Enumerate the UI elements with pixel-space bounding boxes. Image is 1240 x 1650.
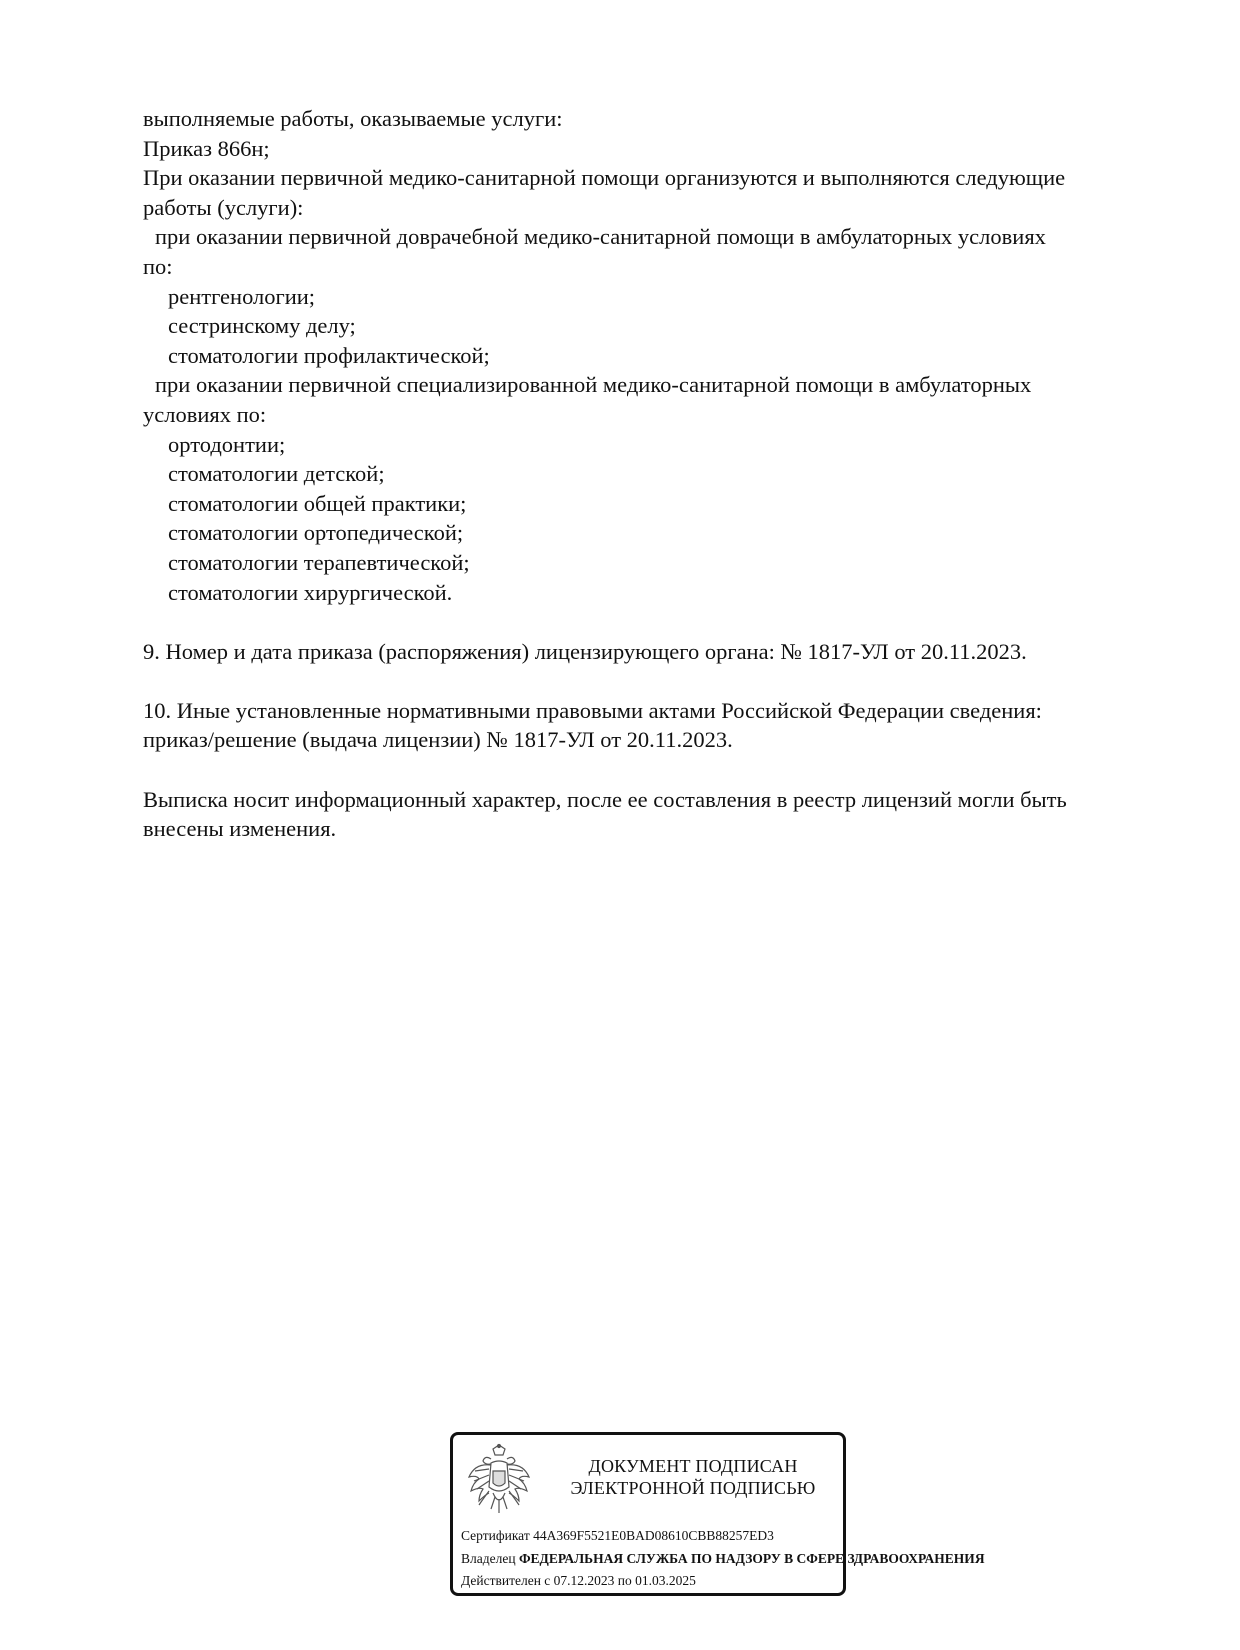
stamp-details [461,1525,1061,1593]
item-10-line-1: 10. Иные установленные нормативными правовыми актами Российской Федерации сведения: [143,697,1042,723]
item-10-line-2: приказ/решение (выдача лицензии) № 1817-УЛ от 20.11.2023. [143,727,733,753]
list-item: ортодонтии; [168,431,286,457]
certificate-value: 44A369F5521E0BAD08610CBB88257ED3 [533,1528,774,1543]
text-line: работы (услуги): [143,194,304,220]
electronic-signature-stamp [450,1432,985,1596]
spacer [143,755,1143,785]
list-item: стоматологии профилактической; [168,342,490,368]
list-item: стоматологии общей практики; [168,490,467,516]
coat-of-arms-icon [465,1443,533,1523]
stamp-title-line-1: ДОКУМЕНТ ПОДПИСАН [588,1456,798,1476]
text-line: выполняемые работы, оказываемые услуги: [143,106,563,131]
certificate-label: Сертификат [461,1528,530,1543]
list-item: стоматологии хирургической. [168,579,453,605]
text-line: при оказании первичной доврачебной медико-санитарной помощи в амбулаторных условиях [155,224,1046,250]
text-line: условиях по: [143,401,267,427]
text-line: по: [143,253,173,279]
text-line: Приказ 866н; [143,135,270,161]
spacer [143,666,1143,696]
owner-label: Владелец [461,1550,516,1566]
item-9-text: 9. Номер и дата приказа (распоряжения) лицензирующего органа: № 1817-УЛ от 20.11.2023. [143,638,1027,664]
spacer [143,607,1143,637]
certificate-row [461,1525,1061,1548]
list-item: сестринскому делу; [168,313,356,339]
list-item: рентгенологии; [168,283,316,309]
text-line: При оказании первичной медико-санитарной помощи организуются и выполняются следующие [143,165,1066,191]
document-body [143,104,1143,844]
list-item: стоматологии ортопедической; [168,520,464,546]
note-line-1: Выписка носит информационный характер, после ее составления в реестр лицензий могли быть [143,786,1067,812]
owner-value: ФЕДЕРАЛЬНАЯ СЛУЖБА ПО НАДЗОРУ В СФЕРЕ ЗДРАВООХРАНЕНИЯ [518,1550,985,1566]
stamp-title [548,1455,838,1499]
stamp-title-line-2: ЭЛЕКТРОННОЙ ПОДПИСЬЮ [570,1478,816,1498]
owner-row [461,1548,1061,1571]
list-item: стоматологии терапевтической; [168,549,470,575]
list-item: стоматологии детской; [168,461,385,487]
note-line-2: внесены изменения. [143,816,337,842]
validity-row: Действителен с 07.12.2023 по 01.03.2025 [461,1573,696,1588]
text-line: при оказании первичной специализированной медико-санитарной помощи в амбулаторных [155,372,1032,398]
